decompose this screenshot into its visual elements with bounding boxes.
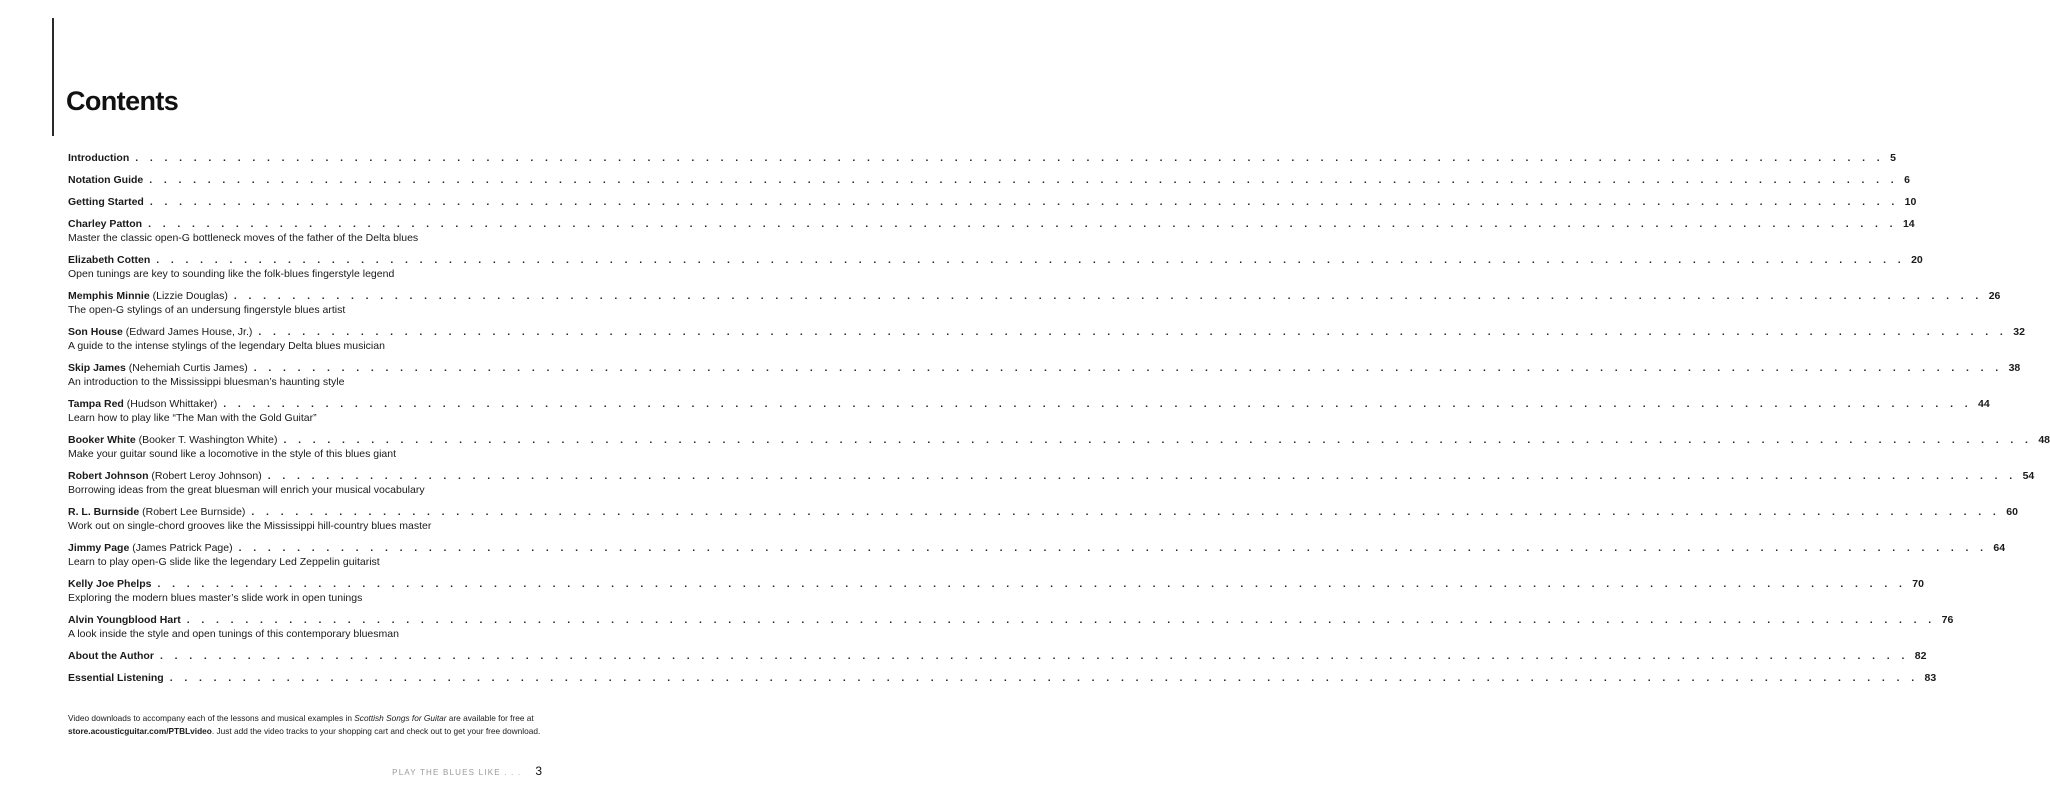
toc-entry-title: Introduction	[68, 152, 130, 164]
toc-entry-page-number: 14	[1902, 218, 1915, 230]
dot-leader: . . . . . . . . . . . . . . . . . . . . . . . . . . . . . . . . . . . . . . . . . . . . . . . . . . . . . . . . . . . . . . . . . . . . . . . . . . . . . . . . . . . . . . . . . . . . . . . . . . . . . . . . . . . . . . . . . . . . . . . .	[283, 434, 2033, 446]
toc-entry[interactable]	[68, 217, 1915, 245]
toc-entry-title: Elizabeth Cotten	[68, 254, 151, 266]
toc-entry-page-number: 26	[1988, 290, 2001, 302]
toc-entry[interactable]	[68, 671, 1937, 685]
toc-entry-description: Master the classic open-G bottleneck moves of the father of the Delta blues	[68, 232, 419, 244]
toc-entry-title: Robert Johnson	[68, 470, 149, 482]
toc-entry[interactable]	[68, 613, 1954, 641]
dot-leader: . . . . . . . . . . . . . . . . . . . . . . . . . . . . . . . . . . . . . . . . . . . . . . . . . . . . . . . . . . . . . . . . . . . . . . . . . . . . . . . . . . . . . . . . . . . . . . . . . . . . . . . . . . . . . . . . . . . . . . . .	[159, 650, 1909, 662]
toc-entry-real-name: (Hudson Whittaker)	[126, 398, 218, 410]
toc-entry-line	[68, 671, 1937, 685]
dot-leader: . . . . . . . . . . . . . . . . . . . . . . . . . . . . . . . . . . . . . . . . . . . . . . . . . . . . . . . . . . . . . . . . . . . . . . . . . . . . . . . . . . . . . . . . . . . . . . . . . . . . . . . . . . . . . . . . . . . . . . . .	[148, 218, 1897, 230]
toc-entry-page-number: 54	[2022, 470, 2035, 482]
toc-entry[interactable]	[68, 289, 2001, 317]
toc-entry-description: An introduction to the Mississippi bluesman’s haunting style	[68, 376, 345, 388]
toc-entry[interactable]	[68, 361, 2021, 389]
toc-entry-title: Kelly Joe Phelps	[68, 578, 152, 590]
toc-entry-description: A look inside the style and open tunings of this contemporary bluesman	[68, 628, 399, 640]
toc-entry-page-number: 5	[1890, 152, 1896, 164]
toc-entry-real-name: (Robert Leroy Johnson)	[151, 470, 262, 482]
toc-entry-description: A guide to the intense stylings of the legendary Delta blues musician	[68, 340, 385, 352]
toc-entry-title: Skip James	[68, 362, 126, 374]
toc-entry-description: Open tunings are key to sounding like the folk-blues fingerstyle legend	[68, 268, 395, 280]
toc-entry-page-number: 44	[1978, 398, 1990, 410]
toc-entry-title: Booker White	[68, 434, 136, 446]
dot-leader: . . . . . . . . . . . . . . . . . . . . . . . . . . . . . . . . . . . . . . . . . . . . . . . . . . . . . . . . . . . . . . . . . . . . . . . . . . . . . . . . . . . . . . . . . . . . . . . . . . . . . . . . . . . . . . . . . . . . . . . .	[149, 196, 1899, 208]
page-number: 3	[535, 764, 542, 778]
toc-entry-page-number: 38	[2008, 362, 2021, 374]
page-title: Contents	[66, 86, 179, 116]
toc-entry[interactable]	[68, 195, 1917, 209]
toc-entry-description: Learn how to play like “The Man with the Gold Guitar”	[68, 412, 317, 424]
toc-entry[interactable]	[68, 173, 1910, 187]
page-footer	[392, 764, 542, 778]
toc-entry-description: Borrowing ideas from the great bluesman will enrich your musical vocabulary	[68, 484, 425, 496]
toc-entry-line	[68, 325, 2025, 339]
toc-entry-real-name: (Lizzie Douglas)	[152, 290, 228, 302]
toc-entry-page-number: 6	[1904, 174, 1910, 186]
video-download-note	[68, 712, 542, 738]
toc-entry-description: Make your guitar sound like a locomotive in the style of this blues giant	[68, 448, 397, 460]
toc-entry[interactable]	[68, 433, 2050, 461]
toc-entry-line	[68, 613, 1954, 627]
toc-entry-title: Notation Guide	[68, 174, 144, 186]
toc-entry-page-number: 70	[1912, 578, 1924, 590]
dot-leader: . . . . . . . . . . . . . . . . . . . . . . . . . . . . . . . . . . . . . . . . . . . . . . . . . . . . . . . . . . . . . . . . . . . . . . . . . . . . . . . . . . . . . . . . . . . . . . . . . . . . . . . . . . . . . . . . . . . . . . . .	[156, 254, 1906, 266]
toc-entry-page-number: 83	[1924, 672, 1937, 684]
dot-leader: . . . . . . . . . . . . . . . . . . . . . . . . . . . . . . . . . . . . . . . . . . . . . . . . . . . . . . . . . . . . . . . . . . . . . . . . . . . . . . . . . . . . . . . . . . . . . . . . . . . . . . . . . . . . . . . . . . . . . . . .	[169, 672, 1919, 684]
toc-entry-line	[68, 469, 2035, 483]
toc-entry[interactable]	[68, 253, 1923, 281]
toc-entry-title: Tampa Red	[68, 398, 124, 410]
dot-leader: . . . . . . . . . . . . . . . . . . . . . . . . . . . . . . . . . . . . . . . . . . . . . . . . . . . . . . . . . . . . . . . . . . . . . . . . . . . . . . . . . . . . . . . . . . . . . . . . . . . . . . . . . . . . . . . . . . . . . . . .	[253, 362, 2003, 374]
margin-rule	[52, 18, 54, 136]
toc-entry-real-name: (Nehemiah Curtis James)	[128, 362, 248, 374]
toc-entry-real-name: (Robert Lee Burnside)	[142, 506, 246, 518]
dot-leader: . . . . . . . . . . . . . . . . . . . . . . . . . . . . . . . . . . . . . . . . . . . . . . . . . . . . . . . . . . . . . . . . . . . . . . . . . . . . . . . . . . . . . . . . . . . . . . . . . . . . . . . . . . . . . . . . . . . . . . . .	[223, 398, 1973, 410]
dot-leader: . . . . . . . . . . . . . . . . . . . . . . . . . . . . . . . . . . . . . . . . . . . . . . . . . . . . . . . . . . . . . . . . . . . . . . . . . . . . . . . . . . . . . . . . . . . . . . . . . . . . . . . . . . . . . . . . . . . . . . . .	[149, 174, 1899, 186]
toc-entry-page-number: 60	[2006, 506, 2018, 518]
toc-entry[interactable]	[68, 649, 1927, 663]
toc-entry-line	[68, 649, 1927, 663]
toc-entry-line	[68, 577, 1924, 591]
toc-entry-title: Jimmy Page	[68, 542, 130, 554]
dot-leader: . . . . . . . . . . . . . . . . . . . . . . . . . . . . . . . . . . . . . . . . . . . . . . . . . . . . . . . . . . . . . . . . . . . . . . . . . . . . . . . . . . . . . . . . . . . . . . . . . . . . . . . . . . . . . . . . . . . . . . . .	[238, 542, 1988, 554]
toc-entry-title: R. L. Burnside	[68, 506, 140, 518]
toc-entry-title: Essential Listening	[68, 672, 164, 684]
toc-entry-page-number: 82	[1914, 650, 1927, 662]
dot-leader: . . . . . . . . . . . . . . . . . . . . . . . . . . . . . . . . . . . . . . . . . . . . . . . . . . . . . . . . . . . . . . . . . . . . . . . . . . . . . . . . . . . . . . . . . . . . . . . . . . . . . . . . . . . . . . . . . . . . . . . .	[258, 326, 2008, 338]
running-footer-label: PLAY THE BLUES LIKE . . .	[392, 768, 522, 777]
toc-entry-line	[68, 217, 1915, 231]
toc-entry-title: Alvin Youngblood Hart	[68, 614, 181, 626]
dot-leader: . . . . . . . . . . . . . . . . . . . . . . . . . . . . . . . . . . . . . . . . . . . . . . . . . . . . . . . . . . . . . . . . . . . . . . . . . . . . . . . . . . . . . . . . . . . . . . . . . . . . . . . . . . . . . . . . . . . . . . . .	[251, 506, 2001, 518]
toc-entry-page-number: 76	[1941, 614, 1954, 626]
toc-entry[interactable]	[68, 577, 1924, 605]
toc-entry-line	[68, 433, 2050, 447]
toc-entry-description: Learn to play open-G slide like the legendary Led Zeppelin guitarist	[68, 556, 380, 568]
note-text-1: Video downloads to accompany each of the lessons and musical examples in	[68, 713, 355, 723]
note-text-2: are available for free at	[446, 713, 534, 723]
toc-entry-title: Son House	[68, 326, 123, 338]
toc-entry-line	[68, 505, 2018, 519]
toc-entry-real-name: (Booker T. Washington White)	[138, 434, 278, 446]
toc-entry-title: Getting Started	[68, 196, 144, 208]
table-of-contents	[68, 151, 2050, 693]
toc-entry[interactable]	[68, 151, 1896, 165]
toc-entry-description: Exploring the modern blues master’s slide work in open tunings	[68, 592, 363, 604]
toc-entry-description: The open-G stylings of an undersung fingerstyle blues artist	[68, 304, 346, 316]
note-text-3: . Just add the video tracks to your shopping cart and check out to get your free download.	[211, 725, 541, 736]
toc-entry-title: Memphis Minnie	[68, 290, 150, 302]
toc-entry-line	[68, 195, 1917, 209]
dot-leader: . . . . . . . . . . . . . . . . . . . . . . . . . . . . . . . . . . . . . . . . . . . . . . . . . . . . . . . . . . . . . . . . . . . . . . . . . . . . . . . . . . . . . . . . . . . . . . . . . . . . . . . . . . . . . . . . . . . . . . . .	[267, 470, 2017, 482]
dot-leader: . . . . . . . . . . . . . . . . . . . . . . . . . . . . . . . . . . . . . . . . . . . . . . . . . . . . . . . . . . . . . . . . . . . . . . . . . . . . . . . . . . . . . . . . . . . . . . . . . . . . . . . . . . . . . . . . . . . . . . . .	[186, 614, 1936, 626]
dot-leader: . . . . . . . . . . . . . . . . . . . . . . . . . . . . . . . . . . . . . . . . . . . . . . . . . . . . . . . . . . . . . . . . . . . . . . . . . . . . . . . . . . . . . . . . . . . . . . . . . . . . . . . . . . . . . . . . . . . . . . . .	[233, 290, 1983, 302]
toc-entry-page-number: 20	[1911, 254, 1923, 266]
book-title: Scottish Songs for Guitar	[354, 713, 447, 723]
toc-entry-page-number: 10	[1904, 196, 1917, 208]
toc-entry-line	[68, 173, 1910, 187]
toc-entry-title: About the Author	[68, 650, 154, 662]
dot-leader: . . . . . . . . . . . . . . . . . . . . . . . . . . . . . . . . . . . . . . . . . . . . . . . . . . . . . . . . . . . . . . . . . . . . . . . . . . . . . . . . . . . . . . . . . . . . . . . . . . . . . . . . . . . . . . . . . . . . . . . .	[135, 152, 1885, 164]
toc-entry-line	[68, 289, 2001, 303]
toc-entry-title: Charley Patton	[68, 218, 143, 230]
toc-entry-page-number: 48	[2038, 434, 2050, 446]
toc-entry-real-name: (James Patrick Page)	[132, 542, 233, 554]
toc-entry[interactable]	[68, 469, 2035, 497]
toc-entry-page-number: 32	[2013, 326, 2025, 338]
toc-entry[interactable]	[68, 325, 2025, 353]
toc-entry[interactable]	[68, 541, 2006, 569]
toc-entry-line	[68, 151, 1896, 165]
toc-entry-page-number: 64	[1993, 542, 2006, 554]
dot-leader: . . . . . . . . . . . . . . . . . . . . . . . . . . . . . . . . . . . . . . . . . . . . . . . . . . . . . . . . . . . . . . . . . . . . . . . . . . . . . . . . . . . . . . . . . . . . . . . . . . . . . . . . . . . . . . . . . . . . . . . .	[157, 578, 1907, 590]
toc-entry-description: Work out on single-chord grooves like the Mississippi hill-country blues master	[68, 520, 432, 532]
toc-entry[interactable]	[68, 505, 2018, 533]
toc-entry-line	[68, 253, 1923, 267]
video-url-link[interactable]: store.acousticguitar.com/PTBLvideo	[68, 725, 212, 736]
toc-entry-line	[68, 541, 2006, 555]
toc-entry-line	[68, 361, 2021, 375]
toc-entry-real-name: (Edward James House, Jr.)	[125, 326, 253, 338]
toc-entry[interactable]	[68, 397, 1990, 425]
toc-entry-line	[68, 397, 1990, 411]
